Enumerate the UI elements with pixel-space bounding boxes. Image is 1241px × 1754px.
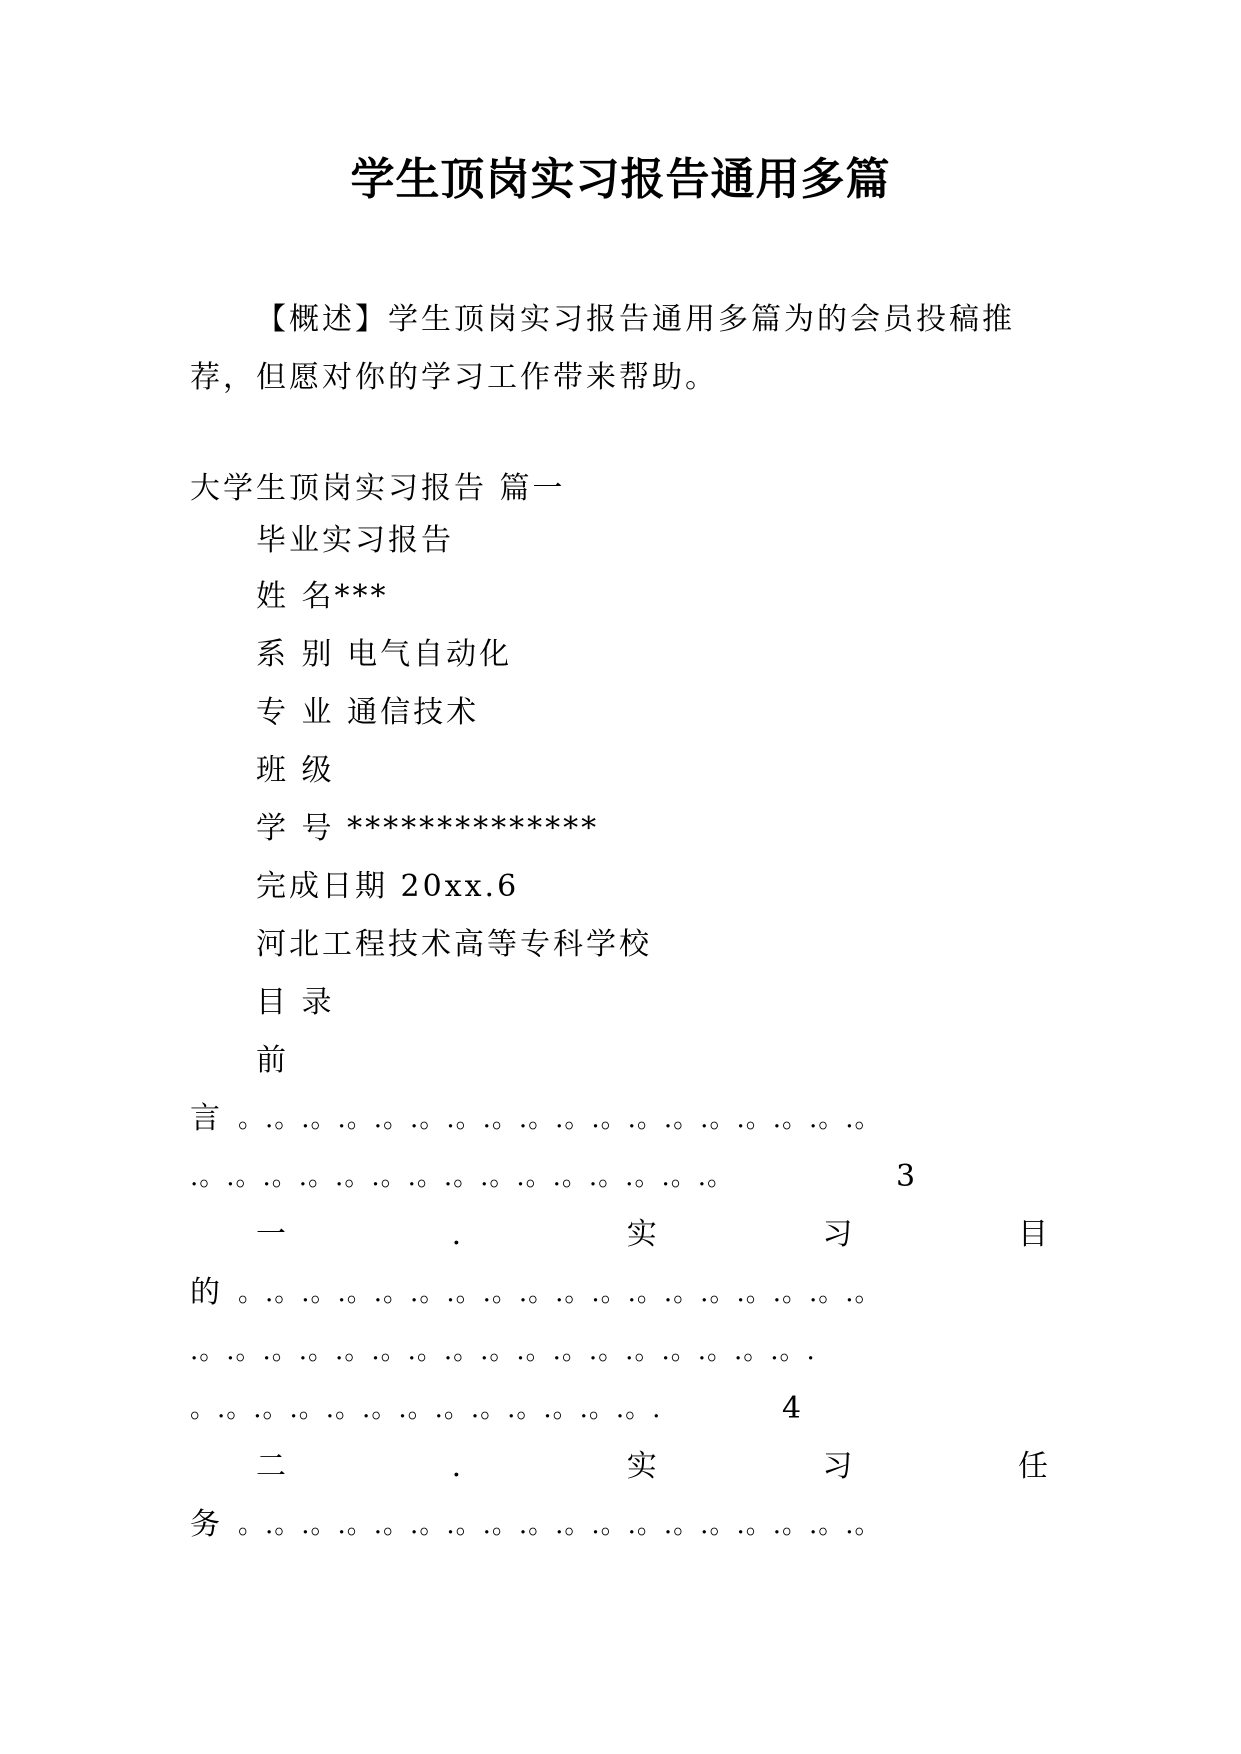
toc-leader-dots: 。.。.。.。.。.。.。.。.。.。.。.。.。.。.。.。.。.。 [238, 1104, 882, 1134]
toc-item-purpose-char: 的 [190, 1275, 223, 1310]
summary-paragraph [190, 291, 1060, 407]
toc-part: 实 [626, 1217, 657, 1252]
completion-date-line: 完成日期 20xx.6 [256, 869, 520, 904]
toc-part: 一 [256, 1217, 286, 1252]
toc-part: . [451, 1217, 462, 1252]
toc-part: . [451, 1449, 462, 1484]
toc-leader-dots: 。.。.。.。.。.。.。.。.。.。.。.。.。. [190, 1394, 662, 1424]
toc-page-number: 4 [782, 1391, 805, 1426]
toc-part: 目 [1017, 1217, 1048, 1252]
toc-leader-dots: 。.。.。.。.。.。.。.。.。.。.。.。.。.。.。.。.。.。 [238, 1510, 882, 1540]
document-title: 学生顶岗实习报告通用多篇 [350, 154, 891, 205]
toc-item-tasks-head [256, 1447, 1048, 1487]
toc-page-number: 3 [896, 1159, 919, 1194]
major-line: 专 业 通信技术 [256, 695, 480, 730]
name-line: 姓 名*** [256, 579, 389, 614]
section-heading: 大学生顶岗实习报告 篇一 [190, 471, 566, 506]
toc-part: 实 [626, 1449, 657, 1484]
toc-leader-dots: .。.。.。.。.。.。.。.。.。.。.。.。.。.。.。.。.。. [190, 1336, 816, 1366]
school-name: 河北工程技术高等专科学校 [256, 927, 652, 962]
report-title: 毕业实习报告 [256, 523, 454, 558]
toc-part: 二 [256, 1449, 286, 1484]
department-line: 系 别 电气自动化 [256, 637, 513, 672]
class-line: 班 级 [256, 753, 335, 788]
toc-part: 习 [822, 1449, 853, 1484]
toc-heading: 目 录 [256, 985, 335, 1020]
student-id-line: 学 号 ************** [256, 811, 600, 846]
toc-leader-dots: .。.。.。.。.。.。.。.。.。.。.。.。.。.。.。 [190, 1162, 734, 1192]
toc-item-preface-head: 前 [256, 1043, 289, 1078]
toc-part: 任 [1017, 1449, 1048, 1484]
toc-leader-dots: 。.。.。.。.。.。.。.。.。.。.。.。.。.。.。.。.。.。 [238, 1278, 882, 1308]
summary-text: 【概述】学生顶岗实习报告通用多篇为的会员投稿推荐，但愿对你的学习工作带来帮助。 [190, 302, 1015, 395]
toc-item-preface-char: 言 [190, 1101, 223, 1136]
toc-item-tasks-char: 务 [190, 1507, 223, 1542]
toc-item-purpose-head [256, 1215, 1048, 1255]
toc-part: 习 [822, 1217, 853, 1252]
